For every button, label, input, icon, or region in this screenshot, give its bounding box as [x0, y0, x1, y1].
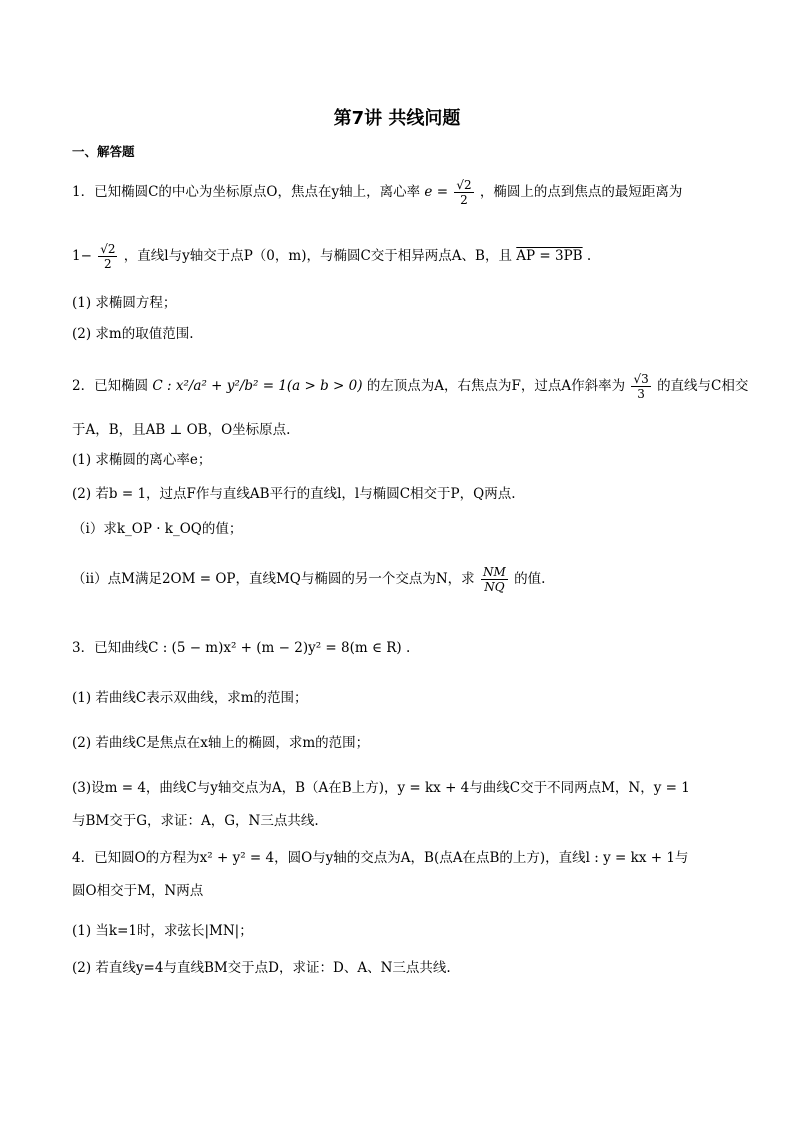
- q2-part2: (2) 若b = 1，过点F作与直线AB平行的直线l，l与椭圆C相交于P，Q两点.: [72, 486, 516, 502]
- q1-one-minus: 1−: [72, 248, 92, 264]
- q3-part3: (3)设m = 4，曲线C与y轴交点为A，B（A在B上方)，y = kx + 4与曲线C交于不同两点M，N，y = 1: [72, 780, 690, 796]
- q4-line2: 圆O相交于M，N两点: [72, 883, 204, 899]
- q1-frac2-num: √2: [100, 242, 116, 256]
- section-heading: 一、解答题: [72, 144, 135, 159]
- page-title: 第7讲 共线问题: [333, 108, 461, 129]
- q4-line1: 4．已知圆O的方程为x² + y² = 4，圆O与y轴的交点为A，B(点A在点B的上方)，直线l : y = kx + 1与: [72, 850, 689, 866]
- q1-vector: AP = 3PB: [516, 248, 583, 264]
- q2-text-a: 2．已知椭圆: [72, 378, 149, 394]
- q2-ratio-den: NQ: [484, 580, 505, 594]
- q2-part4-a: （ⅱ）点M满足2OM = OP，直线MQ与椭圆的另一个交点为N，求: [72, 571, 475, 587]
- q2-ellipse-eq: C : x²/a² + y²/b² = 1(a > b > 0): [152, 378, 363, 394]
- q4-part2: (2) 若直线y=4与直线BM交于点D，求证：D、A、N三点共线.: [72, 960, 451, 976]
- q2-slope-den: 3: [637, 387, 645, 401]
- q1-part1: (1) 求椭圆方程；: [72, 295, 177, 311]
- q2-slope-num: √3: [633, 372, 649, 386]
- q1-text-b: ，椭圆上的点到焦点的最短距离为: [479, 184, 683, 200]
- q3-part1: (1) 若曲线C表示双曲线，求m的范围；: [72, 690, 308, 706]
- q1-part2: (2) 求m的取值范围.: [72, 326, 194, 342]
- q2-line1: [72, 372, 748, 401]
- q1-fraction2: [98, 242, 117, 271]
- q2-ratio-num: NM: [482, 565, 506, 579]
- q3-line1: 3．已知曲线C : (5 − m)x² + (m − 2)y² = 8(m ∈ R) .: [72, 640, 411, 656]
- q1-text-c: ，直线l与y轴交于点P（0，m)，与椭圆C交于相异两点A、B，且: [123, 248, 512, 264]
- q1-e: e =: [424, 184, 449, 200]
- q1-end: .: [586, 248, 592, 264]
- q2-part3: （ⅰ）求k_OP · k_OQ的值；: [72, 521, 243, 537]
- q2-part4: [72, 565, 545, 594]
- q1-frac-den: 2: [460, 193, 468, 207]
- q4-part1: (1) 当k=1时，求弦长|MN|；: [72, 923, 253, 939]
- q1-fraction: [454, 178, 473, 207]
- q2-slope-fraction: [631, 372, 650, 401]
- q1-frac-num: √2: [456, 178, 472, 192]
- q1-line1: [72, 178, 682, 207]
- q1-frac2-den: 2: [104, 257, 112, 271]
- q2-part1: (1) 求椭圆的离心率e；: [72, 452, 212, 468]
- q1-text-a: 1．已知椭圆C的中心为坐标原点O，焦点在y轴上，离心率: [72, 184, 421, 200]
- q1-line2: [72, 242, 591, 271]
- q3-part4: 与BM交于G，求证：A，G，N三点共线.: [72, 813, 319, 829]
- q2-text-b: 的左顶点为A，右焦点为F，过点A作斜率为: [366, 378, 626, 394]
- q2-text-c: 的直线与C相交: [657, 378, 749, 394]
- q2-part4-b: 的值.: [514, 571, 546, 587]
- q2-ratio-fraction: [481, 565, 508, 594]
- q2-line2: 于A，B，且AB ⊥ OB，O坐标原点.: [72, 422, 291, 438]
- q3-part2: (2) 若曲线C是焦点在x轴上的椭圆，求m的范围；: [72, 735, 370, 751]
